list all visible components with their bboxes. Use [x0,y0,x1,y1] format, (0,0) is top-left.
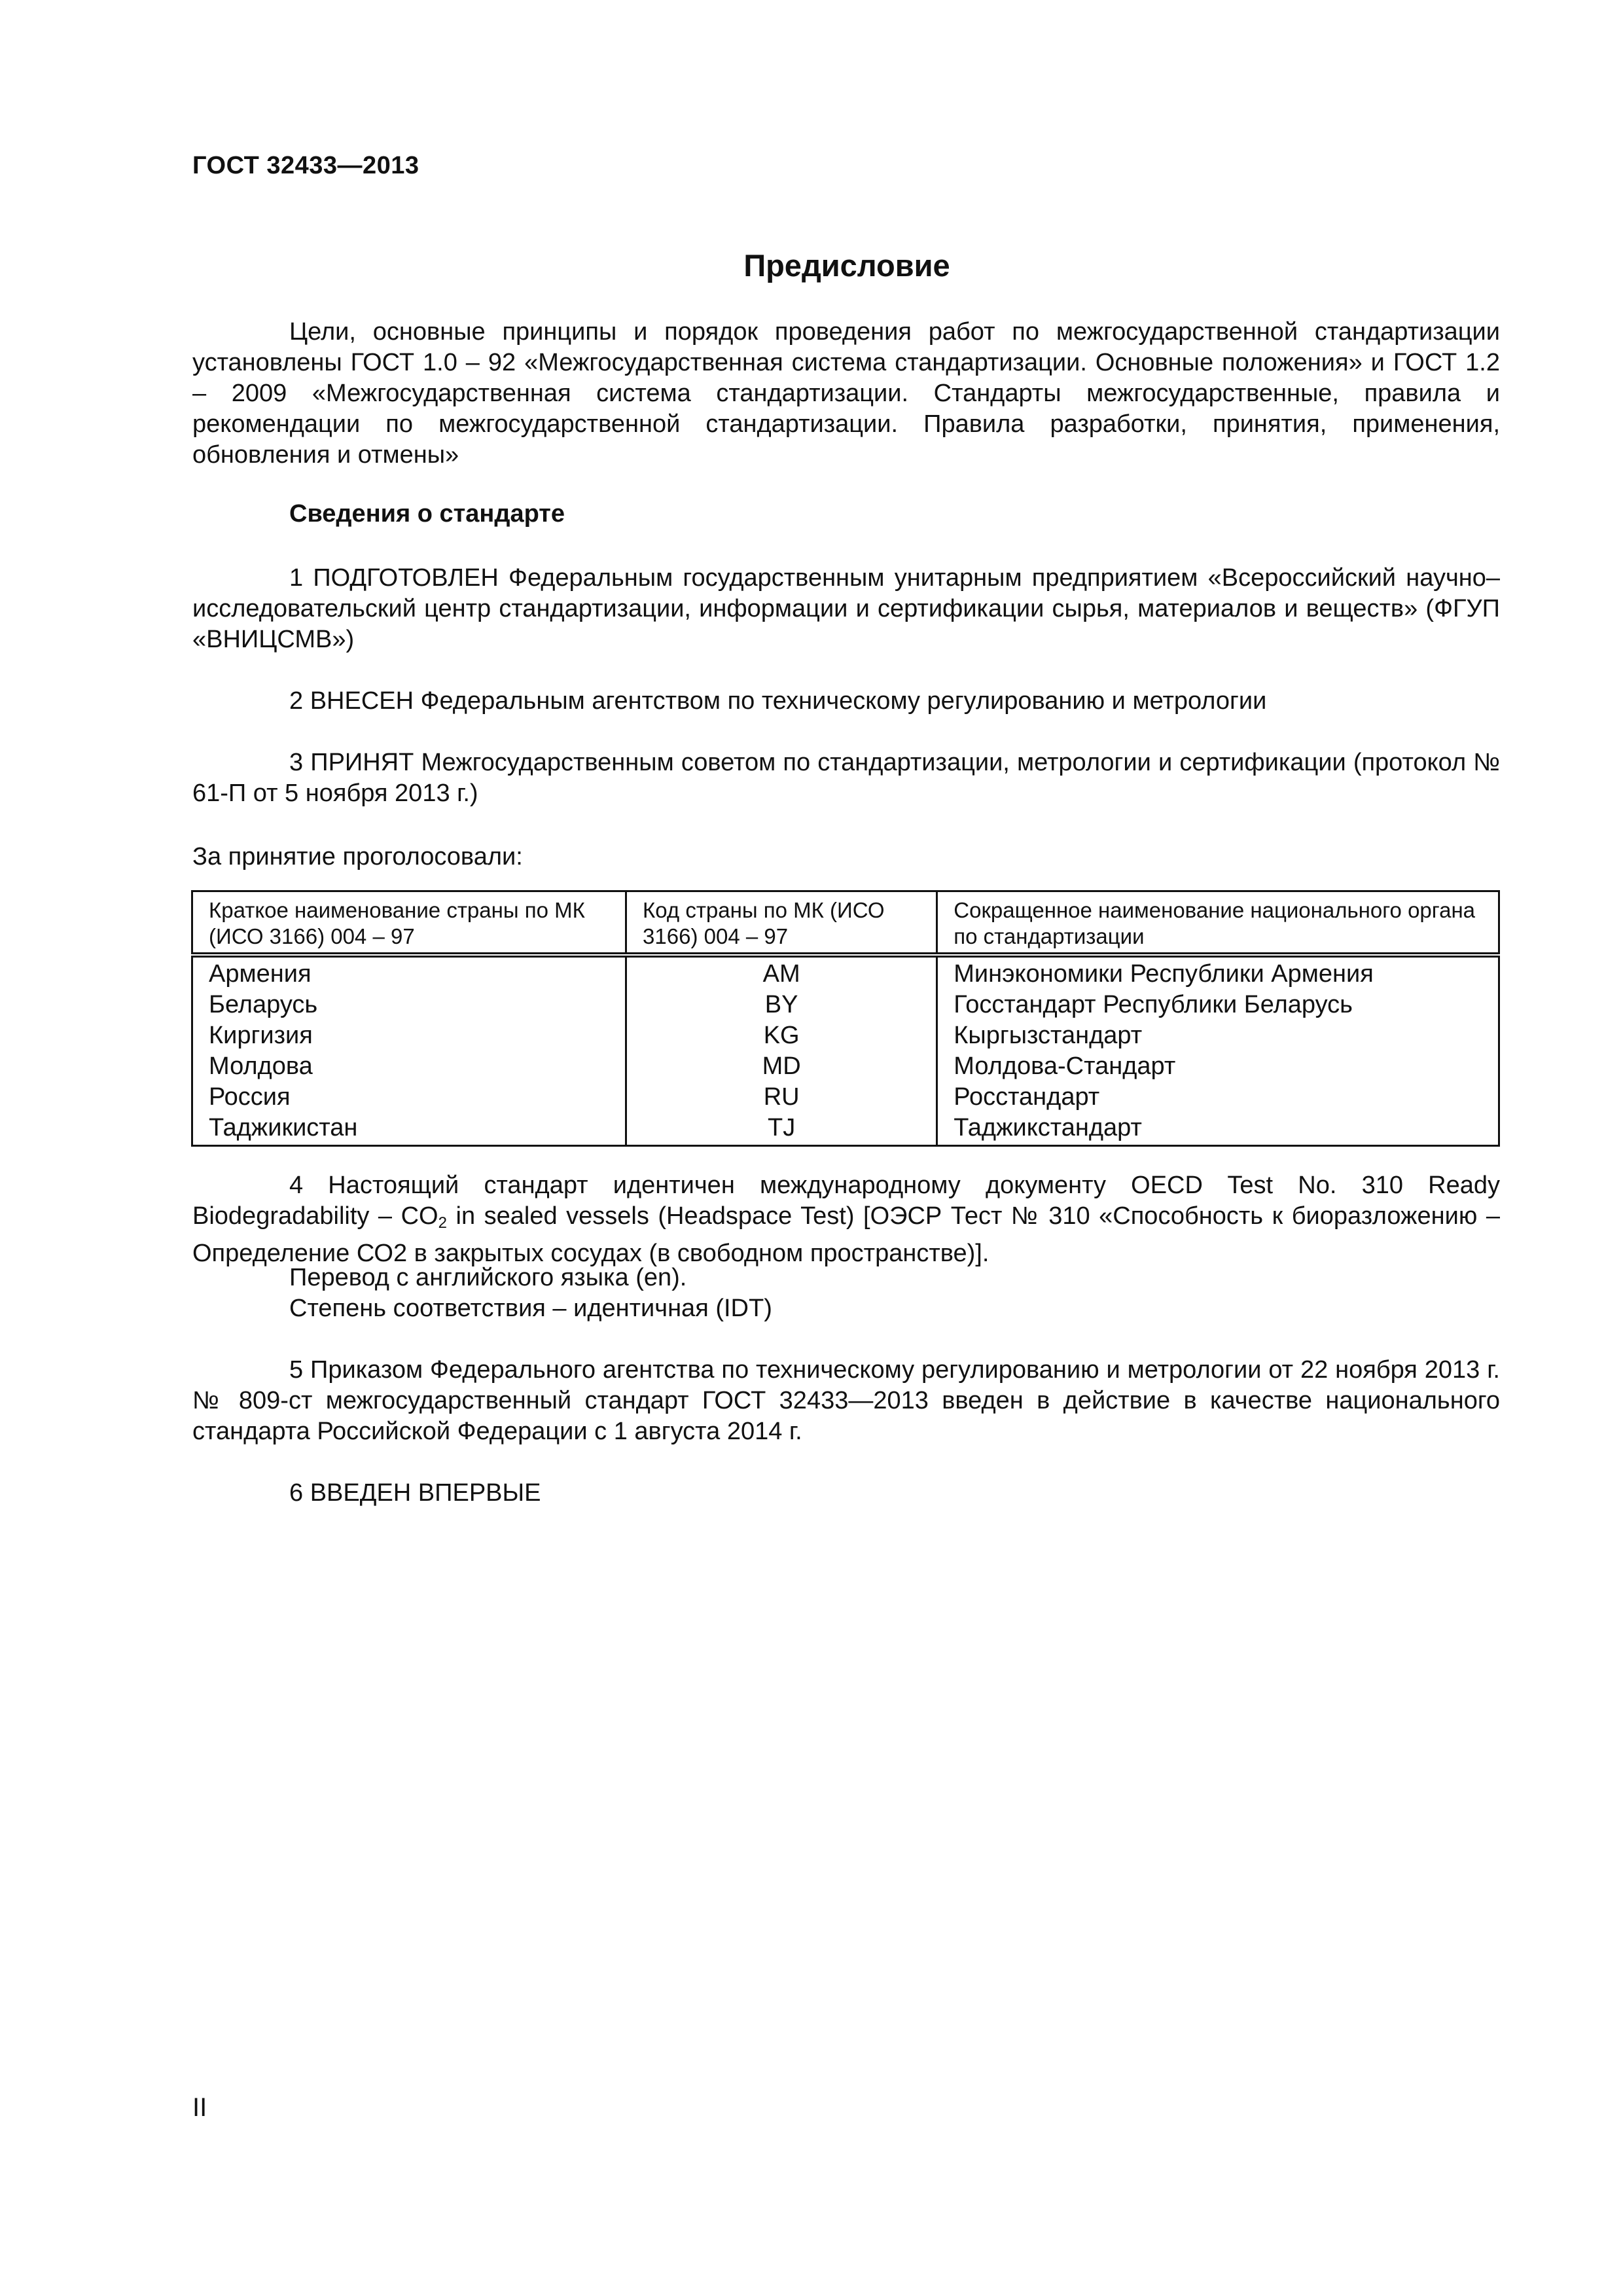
table-row [192,1051,1499,1082]
cell-country: Армения [192,955,626,990]
table-header-row [192,891,1499,956]
document-code: ГОСТ 32433—2013 [192,152,419,179]
item-4-translation: Перевод с английского языка (en). [289,1264,687,1291]
cell-country: Россия [192,1082,626,1113]
cell-country: Молдова [192,1051,626,1082]
item-3-adopted: 3 ПРИНЯТ Межгосударственным советом по стандартизации, метрологии и сертификации (протокол № 61-П от 5 ноября 2013 г.) [192,749,1500,807]
cell-code: AM [626,955,937,990]
cell-body: Госстандарт Республики Беларусь [937,990,1499,1020]
item-4-degree: Степень соответствия – идентичная (IDT) [289,1295,772,1322]
page-title: Предисловие [743,248,950,283]
cell-body: Таджикстандарт [937,1113,1499,1146]
cell-code: RU [626,1082,937,1113]
item-4-text-end: in sealed vessels (Headspace Test) [ОЭСР Тест № 310 «Способность к биоразложению – Определение СО2 в закрытых сосудах (в свободном пространстве)]. [192,1202,1500,1267]
item-4-identity [192,1170,1500,1269]
item-4-subscript: 2 [438,1214,447,1232]
table-row [192,1113,1499,1146]
table-row [192,990,1499,1020]
table-row [192,955,1499,990]
cell-body: Кыргызстандарт [937,1020,1499,1051]
table-row [192,1082,1499,1113]
header-country-name: Краткое наименование страны по МК (ИСО 3166) 004 – 97 [192,891,626,956]
cell-code: BY [626,990,937,1020]
cell-code: MD [626,1051,937,1082]
item-2-submitted: 2 ВНЕСЕН Федеральным агентством по техническому регулированию и метрологии [289,687,1267,715]
cell-code: TJ [626,1113,937,1146]
cell-body: Минэкономики Республики Армения [937,955,1499,990]
cell-country: Беларусь [192,990,626,1020]
info-heading: Сведения о стандарте [289,500,565,528]
cell-country: Киргизия [192,1020,626,1051]
cell-code: KG [626,1020,937,1051]
header-standards-body: Сокращенное наименование национального органа по стандартизации [937,891,1499,956]
item-5-order: 5 Приказом Федерального агентства по техническому регулированию и метрологии от 22 ноября 2013 г. № 809-ст межгосударственный стандарт ГОСТ 32433—2013 введен в действие в качестве национального стандарта Российской Федерации с 1 августа 2014 г. [192,1356,1500,1445]
item-1-prepared: 1 ПОДГОТОВЛЕН Федеральным государственным унитарным предприятием «Всероссийский научно–исследовательский центр стандартизации, информации и сертификации сырья, материалов и веществ» (ФГУП «ВНИЦСМВ») [192,564,1500,653]
cell-body: Молдова-Стандарт [937,1051,1499,1082]
item-6-introduced: 6 ВВЕДЕН ВПЕРВЫЕ [289,1479,541,1507]
vote-caption: За принятие проголосовали: [192,843,523,870]
page-number: II [192,2093,207,2122]
table-row [192,1020,1499,1051]
cell-country: Таджикистан [192,1113,626,1146]
header-country-code: Код страны по МК (ИСО 3166) 004 – 97 [626,891,937,956]
intro-paragraph: Цели, основные принципы и порядок проведения работ по межгосударственной стандартизации установлены ГОСТ 1.0 – 92 «Межгосударственная система стандартизации. Основные положения» и ГОСТ 1.2 – 2009 «Межгосударственная система стандартизации. Стандарты межгосударственные, правила и рекомендации по межгосударственной стандартизации. Правила разработки, принятия, применения, обновления и отмены» [192,318,1500,469]
cell-body: Росстандарт [937,1082,1499,1113]
voting-table [191,890,1500,1147]
item-4-text-start: 4 Настоящий стандарт идентичен международному документу OECD Test No. 310 Ready Biodegradability – CO [192,1172,1500,1230]
